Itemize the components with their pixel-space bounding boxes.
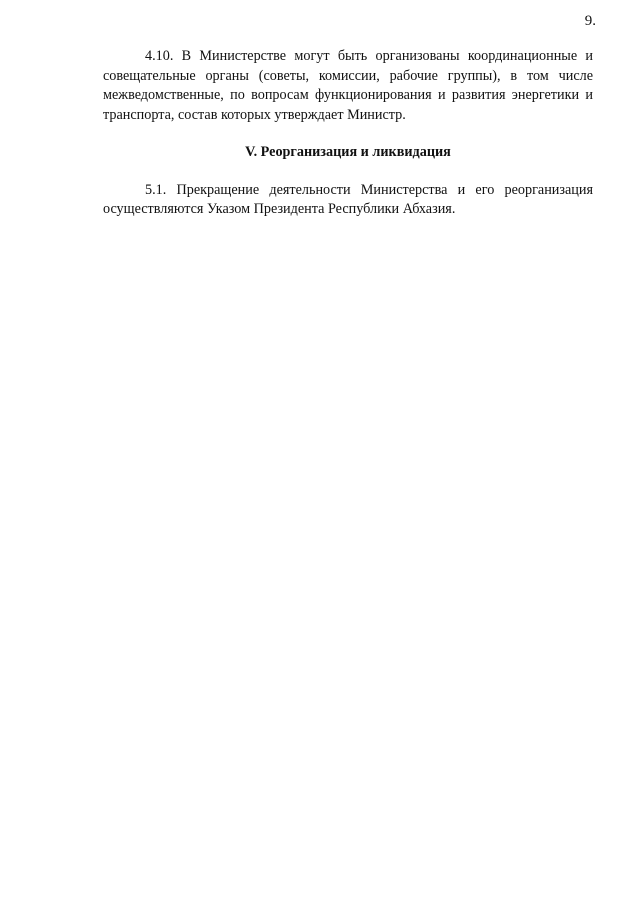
section-heading: V. Реорганизация и ликвидация <box>245 144 451 160</box>
document-body <box>103 47 593 220</box>
paragraph-number: 5.1. <box>145 181 167 198</box>
paragraph-4-10 <box>103 47 593 125</box>
paragraph-text: В Министерстве могут быть организованы координационные и совещательные органы (советы, комиссии, рабочие группы), в том числе межведомственные, по вопросам функционирования и развития энергетики и транспорта, состав которых утверждает Министр. <box>103 48 593 123</box>
page-number: 9. <box>584 13 596 29</box>
paragraph-text: Прекращение деятельности Министерства и его реорганизация осуществляются Указом Президента Республики Абхазия. <box>103 181 594 217</box>
paragraph-5-1 <box>103 181 593 220</box>
paragraph-number: 4.10. <box>145 48 174 64</box>
